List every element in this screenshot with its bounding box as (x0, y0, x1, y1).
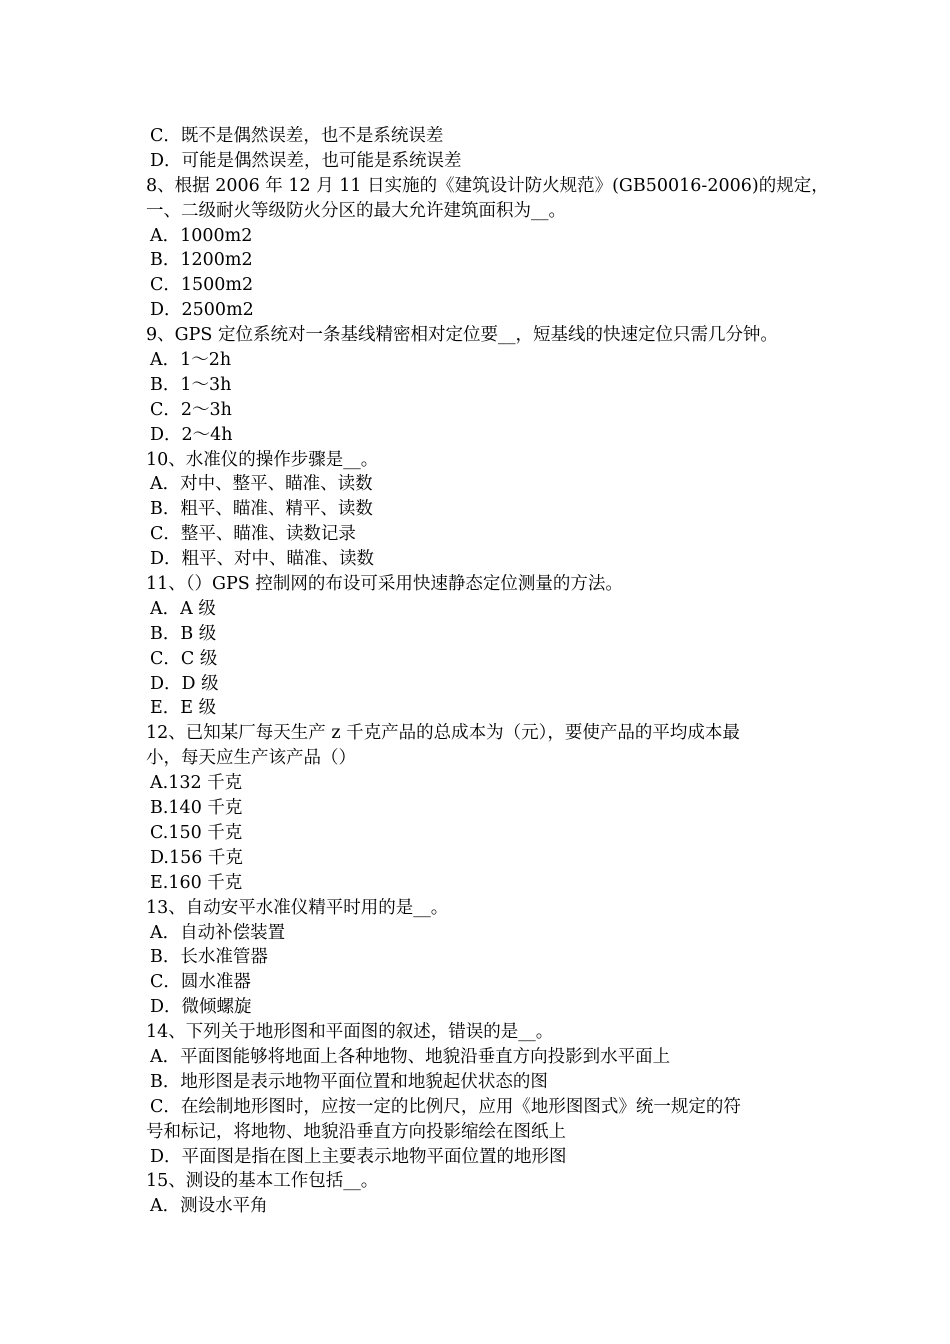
answer-option: A．测设水平角 (150, 1196, 268, 1217)
answer-option: A．1～2h (150, 350, 232, 371)
answer-option: C．既不是偶然误差，也不是系统误差 (150, 126, 444, 146)
answer-option: B．1200m2 (150, 250, 253, 271)
answer-option: D．D 级 (150, 673, 219, 694)
answer-option: D．可能是偶然误差，也可能是系统误差 (150, 150, 462, 171)
answer-option: A．自动补偿装置 (150, 922, 286, 943)
question-text: 号和标记，将地物、地貌沿垂直方向投影缩绘在图纸上 (146, 1121, 566, 1142)
answer-option: A．A 级 (150, 598, 216, 619)
answer-option: B．地形图是表示地物平面位置和地貌起伏状态的图 (150, 1071, 548, 1092)
document-body (146, 124, 829, 1219)
question-text: 14、下列关于地形图和平面图的叙述，错误的是__。 (146, 1022, 554, 1043)
question-text: 9、GPS 定位系统对一条基线精密相对定位要__，短基线的快速定位只需几分钟。 (146, 325, 778, 346)
answer-option: D．平面图是指在图上主要表示地物平面位置的地形图 (150, 1146, 567, 1167)
answer-option: E．E 级 (150, 698, 217, 719)
answer-option: A.132 千克 (150, 773, 243, 794)
answer-option: D．微倾螺旋 (150, 997, 252, 1018)
answer-option: D．2～4h (150, 424, 233, 445)
answer-option: C．在绘制地形图时，应按一定的比例尺，应用《地形图图式》统一规定的符 (150, 1096, 741, 1117)
question-text: 一、二级耐火等级防火分区的最大允许建筑面积为__。 (146, 200, 566, 221)
answer-option: B．1～3h (150, 374, 232, 395)
question-text: 8、根据 2006 年 12 月 11 日实施的《建筑设计防火规范》(GB50016-2006)的规定， (146, 175, 829, 196)
answer-option: C．C 级 (150, 648, 218, 669)
question-text: 小，每天应生产该产品（） (146, 748, 356, 769)
question-text: 10、水准仪的操作步骤是__。 (146, 449, 379, 470)
question-text: 15、测设的基本工作包括__。 (146, 1171, 379, 1192)
question-text: 12、已知某厂每天生产 z 千克产品的总成本为（元），要使产品的平均成本最 (146, 723, 740, 744)
question-text: 11、（）GPS 控制网的布设可采用快速静态定位测量的方法。 (146, 574, 623, 595)
answer-option: C．整平、瞄准、读数记录 (150, 524, 356, 545)
answer-option: C．圆水准器 (150, 972, 251, 993)
answer-option: B.140 千克 (150, 798, 243, 819)
answer-option: A．对中、整平、瞄准、读数 (150, 474, 373, 495)
answer-option: D．2500m2 (150, 300, 254, 321)
answer-option: B．B 级 (150, 623, 217, 644)
answer-option: B．粗平、瞄准、精平、读数 (150, 499, 373, 520)
answer-option: C．1500m2 (150, 275, 254, 296)
answer-option: D.156 千克 (150, 847, 243, 868)
answer-option: B．长水准管器 (150, 947, 268, 968)
answer-option: A．1000m2 (150, 225, 253, 246)
answer-option: D．粗平、对中、瞄准、读数 (150, 549, 375, 570)
answer-option: E.160 千克 (150, 872, 243, 893)
answer-option: C．2～3h (150, 399, 232, 420)
answer-option: A．平面图能够将地面上各种地物、地貌沿垂直方向投影到水平面上 (150, 1046, 671, 1067)
question-text: 13、自动安平水准仪精平时用的是__。 (146, 897, 449, 918)
answer-option: C.150 千克 (150, 822, 243, 843)
